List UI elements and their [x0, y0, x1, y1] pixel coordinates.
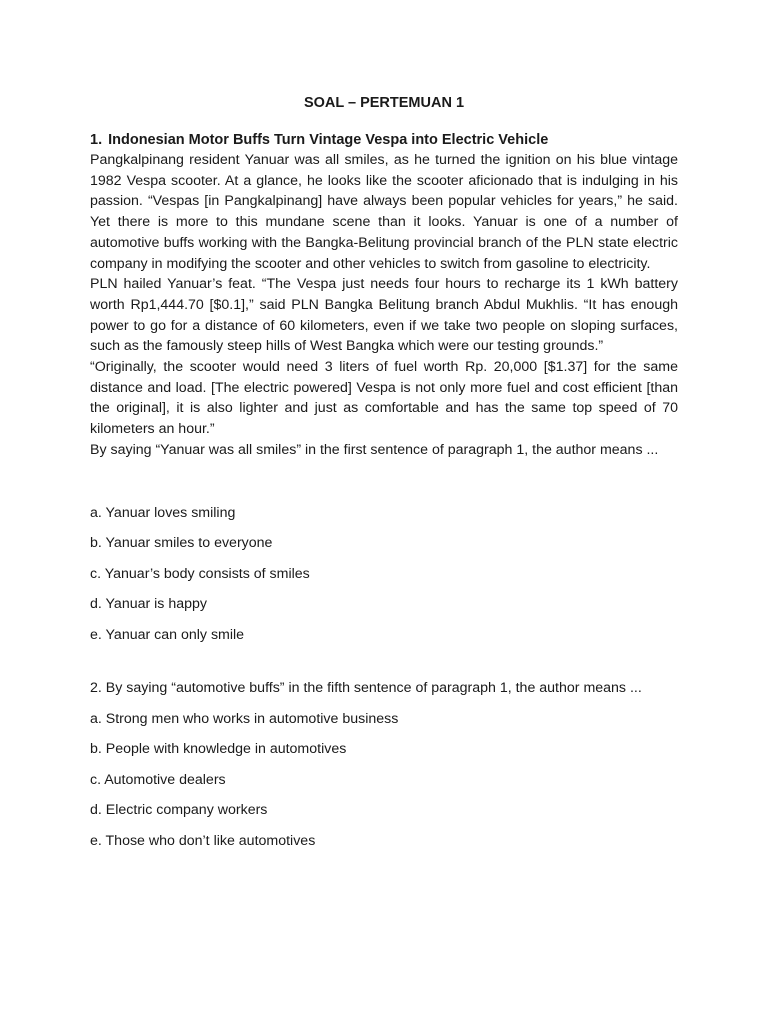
question-2-options: [90, 709, 678, 851]
question-2-option-d[interactable]: d. Electric company workers: [90, 802, 268, 819]
question-1-prompt: By saying “Yanuar was all smiles” in the first sentence of paragraph 1, the author means ...: [90, 441, 659, 458]
question-2-block: [90, 678, 678, 851]
question-2-option-c[interactable]: c. Automotive dealers: [90, 771, 226, 788]
question-1-heading-text: Indonesian Motor Buffs Turn Vintage Vespa into Electric Vehicle: [108, 132, 549, 148]
passage-paragraph-3: “Originally, the scooter would need 3 liters of fuel worth Rp. 20,000 [$1.37] for the same distance and load. [The electric powered] Vespa is not only more fuel and cost efficient [than the original], it is also lighter and just as comfortable and has the same top speed of 70 kilometers an hour.”: [90, 359, 678, 438]
question-1-number: 1.: [90, 132, 103, 148]
document-content: [90, 93, 678, 861]
question-2-option-e[interactable]: e. Those who don’t like automotives: [90, 832, 316, 849]
question-1-block: [90, 130, 678, 645]
question-1-option-e[interactable]: e. Yanuar can only smile: [90, 626, 245, 643]
question-2-option-b[interactable]: b. People with knowledge in automotives: [90, 741, 347, 758]
question-1-option-c[interactable]: c. Yanuar’s body consists of smiles: [90, 565, 310, 582]
question-1-options: [90, 503, 678, 645]
document-title: SOAL – PERTEMUAN 1: [303, 95, 465, 111]
question-1-option-b[interactable]: b. Yanuar smiles to everyone: [90, 535, 273, 552]
question-1-heading: [90, 130, 678, 150]
question-1-option-a[interactable]: a. Yanuar loves smiling: [90, 504, 236, 521]
question-2-option-a[interactable]: a. Strong men who works in automotive business: [90, 710, 399, 727]
passage-paragraph-2: PLN hailed Yanuar’s feat. “The Vespa just needs four hours to recharge its 1 kWh battery worth Rp1,444.70 [$0.1],” said PLN Bangka Belitung branch Abdul Mukhlis. “It has enough power to go for a distance of 60 kilometers, even if we take two people on sloping surfaces, such as the famously steep hills of West Bangka which were our testing grounds.”: [90, 276, 678, 355]
passage-paragraph-1: Pangkalpinang resident Yanuar was all smiles, as he turned the ignition on his blue vintage 1982 Vespa scooter. At a glance, he looks like the scooter aficionado that is indulging in his passion. “Vespas [in Pangkalpinang] have always been popular vehicles for years,” he said. Yet there is more to this mundane scene than it looks. Yanuar is one of a number of automotive buffs working with the Bangka-Belitung provincial branch of the PLN state electric company in modifying the scooter and other vehicles to switch from gasoline to electricity.: [90, 152, 678, 272]
question-2-prompt: 2. By saying “automotive buffs” in the fifth sentence of paragraph 1, the author means ...: [90, 679, 642, 696]
question-1-option-d[interactable]: d. Yanuar is happy: [90, 596, 207, 613]
